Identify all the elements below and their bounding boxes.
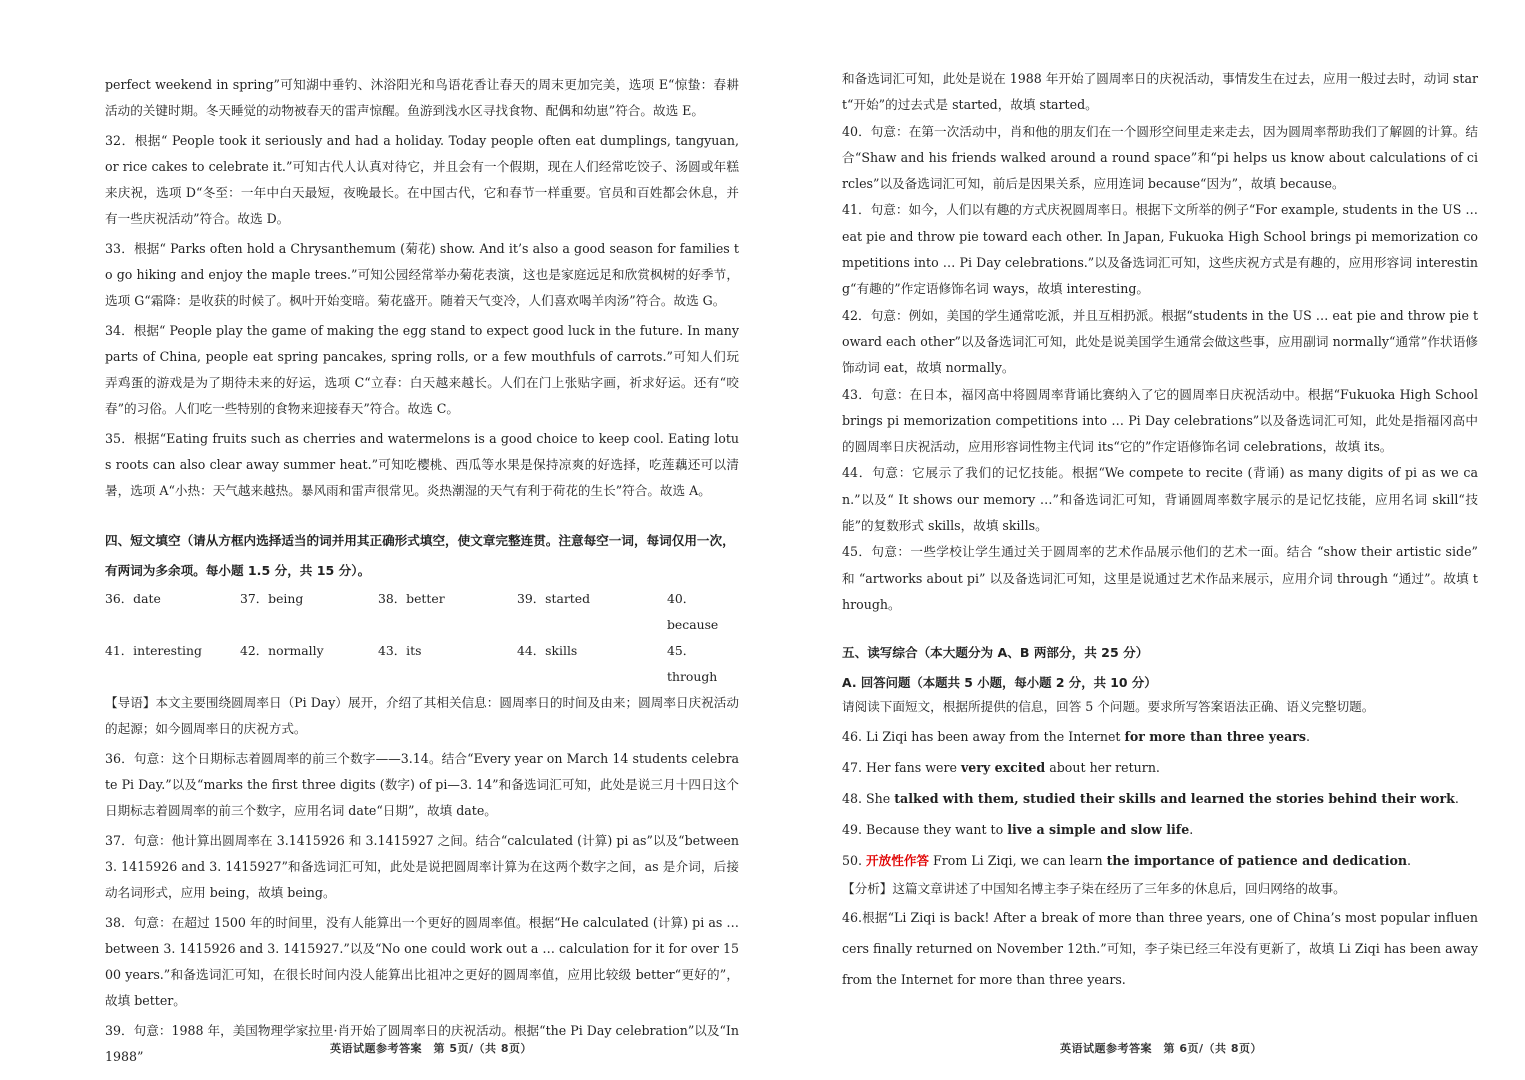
answer-38: 38．better (378, 591, 445, 606)
answer-q50: 50. 开放性作答 From Li Ziqi, we can learn the importance of patience and dedication. (842, 852, 1412, 868)
answer-37: 37．being (240, 591, 304, 606)
answer-q47: 47. Her fans were very excited about her return. (842, 759, 1160, 775)
explanation-36: 36．句意：这个日期标志着圆周率的前三个数字——3.14。结合“Every year on March 14 students celebrate Pi Day.”以及“marks the first three digits (数字) of pi—3. 14”和备选词汇可知，此处是说三月十四日这个日期标志着圆周率的前三个数字，应用名词 date“日期”，故填 date。 (105, 751, 739, 818)
explanation-37: 37．句意：他计算出圆周率在 3.1415926 和 3.1415927 之间。结合“calculated (计算) pi as”以及“between 3. 1415926 and 3. 1415927”和备选词汇可知，此处是说把圆周率计算为在这两个数字之间，as 是介词，后接动名词形式，应用 being，故填 being。 (105, 833, 739, 900)
explanation-41: 41．句意：如今，人们以有趣的方式庆祝圆周率日。根据下文所举的例子“For example, students in the US … eat pie and throw pie toward each other. In Japan, Fukuoka High School brings pi memorization competitions into … Pi Day celebrations.”以及备选词汇可知，这些庆祝方式是有趣的，应用形容词 interesting“有趣的”作定语修饰名词 ways，故填 interesting。 (842, 202, 1478, 297)
explanation-40: 40．句意：在第一次活动中，肖和他的朋友们在一个圆形空间里走来走去，因为圆周率帮助我们了解圆的计算。结合“Shaw and his friends walked around a round space”和“pi helps us know about calculations of circles”以及备选词汇可知，前后是因果关系，应用连词 because“因为”，故填 because。 (842, 123, 1478, 192)
explanation-43: 43．句意：在日本，福冈高中将圆周率背诵比赛纳入了它的圆周率日庆祝活动中。根据“Fukuoka High School brings pi memorization competitions into … Pi Day celebrations”以及备选词汇可知，此处是指福冈高中的圆周率日庆祝活动，应用形容词性物主代词 its“它的”作定语修饰名词 celebrations，故填 its。 (842, 386, 1478, 455)
part-a-heading: A. 回答问题（本题共 5 小题，每小题 2 分，共 10 分） (842, 675, 1157, 691)
right-column (842, 66, 1478, 995)
answer-43: 43．its (378, 643, 422, 658)
answer-40: 40．because (667, 591, 719, 632)
answer-key-row-1 (105, 586, 739, 638)
explanation-38: 38．句意：在超过 1500 年的时间里，没有人能算出一个更好的圆周率值。根据“He calculated (计算) pi as … between 3. 1415926 and 3. 1415927.”以及“No one could work out a … calculation for it for over 1500 years.”和备选词汇可知，在很长时间内没人能算出比祖冲之更好的圆周率值，应用比较级 better“更好的”，故填 better。 (105, 915, 739, 1008)
explanation-42: 42．句意：例如，美国的学生通常吃派，并且互相扔派。根据“students in the US … eat pie and throw pie toward each other”以及备选词汇可知，此处是说美国学生通常会做这些事，应用副词 normally“通常”作状语修饰动词 eat，故填 normally。 (842, 307, 1478, 376)
section-four-heading: 四、短文填空（请从方框内选择适当的词并用其正确形式填空，使文章完整连贯。注意每空一词，每词仅用一次，有两词为多余项。每小题 1.5 分，共 15 分）。 (105, 533, 735, 578)
explanation-39-cont: 和备选词汇可知，此处是说在 1988 年开始了圆周率日的庆祝活动，事情发生在过去，应用一般过去时，动词 start“开始”的过去式是 started，故填 started。 (842, 71, 1478, 113)
left-page (0, 0, 762, 1080)
answer-44: 44．skills (517, 643, 578, 658)
explanation-45: 45．句意：一些学校让学生通过关于圆周率的艺术作品展示他们的艺术一面。结合 “show their artistic side” 和 “artworks about pi” 以及备选词汇可知，这里是说通过艺术作品来展示，应用介词 through “通过”。故填 through。 (842, 544, 1478, 612)
answer-key-row-2 (105, 638, 739, 690)
answer-41: 41．interesting (105, 643, 202, 658)
section-five-heading: 五、读写综合（本大题分为 A、B 两部分，共 25 分） (842, 645, 1149, 661)
guide-paragraph: 【导语】本文主要围绕圆周率日（Pi Day）展开，介绍了其相关信息：圆周率日的时间及由来；圆周率日庆祝活动的起源；如今圆周率日的庆祝方式。 (105, 695, 739, 736)
paragraph-35: 35．根据“Eating fruits such as cherries and watermelons is a good choice to keep cool. Eating lotus roots can also clear away summer heat.”可知吃樱桃、西瓜等水果是保持凉爽的好选择，吃莲藕还可以清暑，选项 A“小热：天气越来越热。暴风雨和雷声很常见。炎热潮湿的天气有利于荷花的生长”符合。故选 A。 (105, 431, 739, 498)
instruction: 请阅读下面短文，根据所提供的信息，回答 5 个问题。要求所写答案语法正确、语义完整切题。 (842, 699, 1375, 715)
answer-39: 39．started (517, 591, 591, 606)
answer-42: 42．normally (240, 643, 324, 658)
paragraph-32: 32．根据“ People took it seriously and had a holiday. Today people often eat dumplings, tangyuan, or rice cakes to celebrate it.”可知古代人认真对待它，并且会有一个假期，现在人们经常吃饺子、汤圆或年糕来庆祝，选项 D“冬至：一年中白天最短，夜晚最长。在中国古代，它和春节一样重要。官员和百姓都会休息，并有一些庆祝活动”符合。故选 D。 (105, 133, 739, 226)
explanation-44: 44．句意：它展示了我们的记忆技能。根据“We compete to recite (背诵) as many digits of pi as we can.”以及“ It shows our memory …”和备选词汇可知，背诵圆周率数字展示的是记忆技能，应用名词 skill“技能”的复数形式 skills，故填 skills。 (842, 465, 1478, 534)
paragraph-34: 34．根据“ People play the game of making the egg stand to expect good luck in the future. In many parts of China, people eat spring pancakes, spring rolls, or a few mouthfuls of carrots.”可知人们玩弄鸡蛋的游戏是为了期待未来的好运，选项 C“立春：白天越来越长。人们在门上张贴字画，祈求好运。还有“咬春”的习俗。人们吃一些特别的食物来迎接春天”符合。故选 C。 (105, 323, 739, 416)
answer-q49: 49. Because they want to live a simple and slow life. (842, 821, 1194, 837)
left-column (105, 72, 739, 1074)
answer-q48: 48. She talked with them, studied their skills and learned the stories behind their work. (842, 790, 1459, 806)
paragraph-31-cont: perfect weekend in spring”可知湖中垂钓、沐浴阳光和鸟语花香让春天的周末更加完美，选项 E“惊蛰：春耕活动的关键时期。冬天睡觉的动物被春天的雷声惊醒。鱼游到浅水区寻找食物、配偶和幼崽”符合。故选 E。 (105, 77, 740, 118)
explanation-39: 39．句意：1988 年，美国物理学家拉里·肖开始了圆周率日的庆祝活动。根据“the Pi Day celebration”以及“In 1988” (105, 1023, 739, 1064)
answer-q46: 46. Li Ziqi has been away from the Internet for more than three years. (842, 728, 1310, 744)
answer-36: 36．date (105, 591, 161, 606)
analysis-46: 46.根据“Li Ziqi is back! After a break of more than three years, one of China’s most popular influencers finally returned on November 12th.”可知，李子柒已经三年没有更新了，故填 Li Ziqi has been away from the Internet for more than three years. (842, 909, 1478, 987)
answer-45: 45．through (667, 643, 718, 684)
page-footer-6: 英语试题参考答案 第 6页/（共 8页） (1060, 1042, 1262, 1055)
analysis-paragraph: 【分析】这篇文章讲述了中国知名博主李子柒在经历了三年多的休息后，回归网络的故事。 (842, 880, 1346, 896)
open-answer-label: 开放性作答 (866, 852, 930, 868)
page-footer-5: 英语试题参考答案 第 5页/（共 8页） (330, 1042, 532, 1055)
paragraph-33: 33．根据“ Parks often hold a Chrysanthemum (菊花) show. And it’s also a good season for families to go hiking and enjoy the maple trees.”可知公园经常举办菊花表演，这也是家庭远足和欣赏枫树的好季节，选项 G“霜降：是收获的时候了。枫叶开始变暗。菊花盛开。随着天气变冷，人们喜欢喝羊肉汤”符合。故选 G。 (105, 241, 739, 308)
right-page (762, 0, 1525, 1080)
